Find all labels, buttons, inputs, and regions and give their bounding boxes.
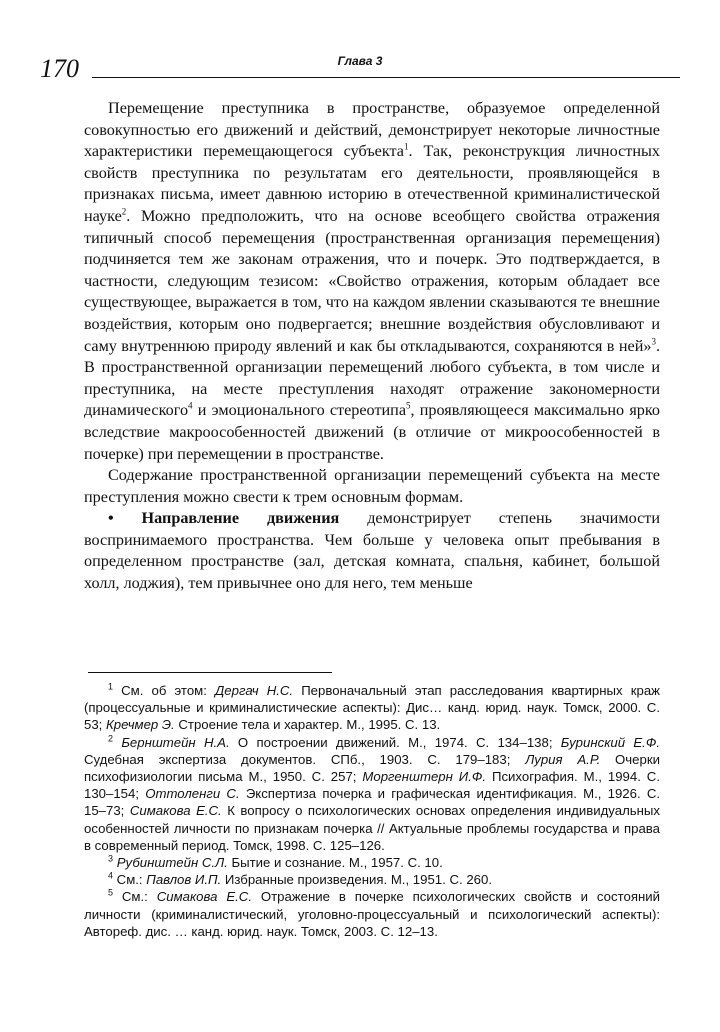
footnote-rule <box>88 672 332 673</box>
author-name: Рубинштейн С.Л. <box>116 855 228 871</box>
footnote <box>84 734 660 854</box>
body-paragraph <box>84 465 660 508</box>
footnote-marker: 4 <box>108 870 114 881</box>
footnotes <box>84 682 660 940</box>
author-name: Буринский Е.Ф. <box>560 734 660 750</box>
text-run: Отражение в почерке психологических свойств и состояний личности (криминалистический, уголовно-процессуальный и психологический аспекты): Автореф. дис. … канд. юрид. наук. Томск, 2003. С. 12–13. <box>84 889 660 939</box>
text-run: Судебная экспертиза документов. СПб., 1903. С. 179–183; <box>84 751 526 767</box>
text-run: Очерки психофизиологии письма М., 1950. С. 257; <box>84 751 660 785</box>
bold-term: • Направление движения <box>108 509 340 528</box>
page-header <box>40 52 680 86</box>
text-run: Бытие и сознание. М., 1957. С. 10. <box>227 855 443 871</box>
author-name: Симакова Е.С. <box>129 803 222 819</box>
author-name: Бернштейн Н.А. <box>121 734 230 750</box>
text-run: См. об этом: <box>113 683 216 698</box>
author-name: Кречмер Э. <box>106 717 175 733</box>
footnote <box>84 871 660 888</box>
body-paragraph <box>84 508 660 594</box>
footnote-marker: 2 <box>108 733 114 744</box>
footnote <box>84 682 660 734</box>
text-run: См.: <box>113 889 157 905</box>
chapter-title: Глава 3 <box>337 54 383 68</box>
text-run: и эмоционального стереотипа <box>192 401 407 420</box>
author-name: Моргенштерн И.Ф. <box>362 769 487 785</box>
footnote-marker: 3 <box>108 853 114 864</box>
text-run: . Можно предположить, что на основе всеобщего свойства отражения типичный способ перемещения (пространственная организация перемещения) подчиняется тем же законам отражения, что и почерк. Это подтверждается, в частности, следующим тезисом: «Свойство отражения, которым обладает все существующее, выражается в том, что на каждом явлении сказываются те внешние воздействия, которым оно подвергается; внешние воздействия обусловливают и саму внутреннюю природу явлений и как бы откладываются, сохраняются в ней» <box>84 206 660 355</box>
author-name: Дергач Н.С. <box>215 683 294 698</box>
text-run: Строение тела и характер. М., 1995. С. 13. <box>174 717 441 733</box>
footnote-marker: 5 <box>108 888 114 899</box>
text-run: . В пространственной организации перемещений любого субъекта, в том числе и преступника, на месте преступления находят отражение закономерности динамического <box>84 336 660 420</box>
body-paragraph <box>84 98 660 465</box>
text-run: См.: <box>113 872 147 888</box>
footnote <box>84 888 660 940</box>
text-run: Психография. М., 1994. С. 130–154; <box>84 769 660 802</box>
text-run: К вопросу о психологических основах определения индивидуальных особенностей личности по признакам почерка // Актуальные проблемы государства и права в современный период. Томск, 1998. С. 125–126. <box>84 803 660 853</box>
body-text <box>84 98 660 595</box>
text-run: Избранные произведения. М., 1951. С. 260. <box>221 872 492 888</box>
text-run: , проявляющееся максимально ярко вследствие макроособенностей движений (в отличие от микроособенностей в почерке) при перемещении в пространстве. <box>84 401 660 463</box>
footnote-marker: 1 <box>403 141 409 152</box>
text-run: Перемещение преступника в пространстве, образуемое определенной совокупностью его движений и действий, демонстрирует некоторые личностные характеристики перемещающегося субъекта <box>84 99 660 161</box>
footnote-marker: 1 <box>108 681 114 692</box>
text-run: О построении движений. М., 1974. С. 134–138; <box>229 734 561 750</box>
page-number: 170 <box>40 54 79 83</box>
footnote-marker: 4 <box>188 400 193 411</box>
footnote-marker: 5 <box>406 400 411 411</box>
author-name: Оттоленги С. <box>145 786 240 802</box>
footnote-marker: 2 <box>121 206 127 217</box>
text-run: Экспертиза почерка и графическая идентификация. М., 1926. С. 15–73; <box>84 786 661 819</box>
text-run: демонстрирует степень значимости воспринимаемого пространства. Чем больше у человека опыт пребывания в определенном пространстве (зал, детская комната, спальня, кабинет, большой холл, лоджия), тем привычнее оно для него, тем меньше <box>84 509 660 593</box>
author-name: Лурия А.Р. <box>525 751 601 767</box>
footnote <box>84 854 660 871</box>
text-run: Содержание пространственной организации перемещений субъекта на месте преступления можно свести к трем основным формам. <box>84 466 660 506</box>
author-name: Симакова Е.С. <box>156 889 252 905</box>
text-run: Первоначальный этап расследования квартирных краж (процессуальные и криминалистические аспекты): Дис… канд. юрид. наук. Томск, 2000. С. 53; <box>84 683 660 733</box>
author-name: Павлов И.П. <box>146 872 222 888</box>
footnote-marker: 3 <box>651 336 656 347</box>
text-run: . Так, реконструкция личностных свойств преступника по результатам его деятельности, проявляющейся в признаках письма, имеет давнюю историю в отечественной криминалистической науке <box>84 142 660 225</box>
header-rule <box>92 77 680 78</box>
